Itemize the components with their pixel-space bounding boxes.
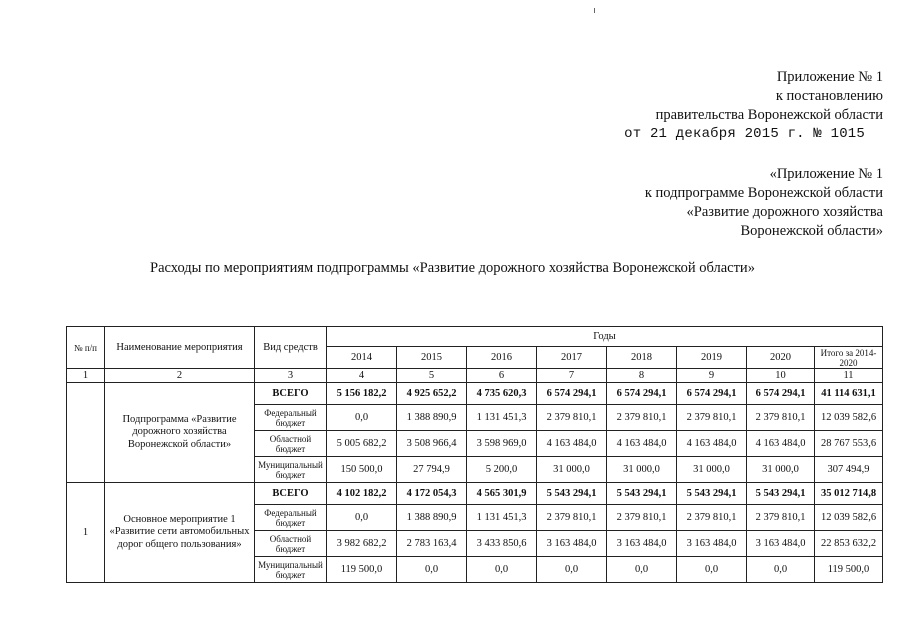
funding-type: Областной бюджет <box>255 431 327 457</box>
column-index: 9 <box>677 369 747 383</box>
col-header-num: № п/п <box>67 327 105 369</box>
column-index: 1 <box>67 369 105 383</box>
funding-type: Федеральный бюджет <box>255 505 327 531</box>
amount-cell: 31 000,0 <box>677 457 747 483</box>
amount-cell: 5 156 182,2 <box>327 383 397 405</box>
amount-cell: 6 574 294,1 <box>537 383 607 405</box>
amount-cell: 35 012 714,8 <box>815 483 883 505</box>
col-header-year: 2015 <box>397 347 467 369</box>
amount-cell: 2 783 163,4 <box>397 531 467 557</box>
column-index: 2 <box>105 369 255 383</box>
amount-cell: 5 543 294,1 <box>607 483 677 505</box>
amount-cell: 1 388 890,9 <box>397 505 467 531</box>
amount-cell: 2 379 810,1 <box>607 505 677 531</box>
amount-cell: 0,0 <box>607 557 677 583</box>
funding-type: Муниципальный бюджет <box>255 557 327 583</box>
amount-cell: 3 982 682,2 <box>327 531 397 557</box>
amount-cell: 0,0 <box>397 557 467 583</box>
amount-cell: 28 767 553,6 <box>815 431 883 457</box>
amount-cell: 2 379 810,1 <box>607 405 677 431</box>
amount-cell: 4 163 484,0 <box>537 431 607 457</box>
col-header-year: 2020 <box>747 347 815 369</box>
amount-cell: 6 574 294,1 <box>747 383 815 405</box>
funding-type: Федеральный бюджет <box>255 405 327 431</box>
amount-cell: 4 735 620,3 <box>467 383 537 405</box>
amount-cell: 6 574 294,1 <box>677 383 747 405</box>
column-index: 6 <box>467 369 537 383</box>
col-header-year: Итого за 2014-2020 <box>815 347 883 369</box>
amount-cell: 5 005 682,2 <box>327 431 397 457</box>
amount-cell: 4 565 301,9 <box>467 483 537 505</box>
amount-cell: 5 200,0 <box>467 457 537 483</box>
amount-cell: 3 598 969,0 <box>467 431 537 457</box>
row-number: 1 <box>67 483 105 583</box>
amount-cell: 119 500,0 <box>815 557 883 583</box>
appendix-line: к подпрограмме Воронежской области <box>644 185 883 201</box>
amount-cell: 4 172 054,3 <box>397 483 467 505</box>
amount-cell: 3 163 484,0 <box>677 531 747 557</box>
amount-cell: 2 379 810,1 <box>677 405 747 431</box>
amount-cell: 2 379 810,1 <box>747 505 815 531</box>
amount-cell: 307 494,9 <box>815 457 883 483</box>
scan-mark <box>594 8 595 13</box>
amount-cell: 6 574 294,1 <box>607 383 677 405</box>
amount-cell: 3 163 484,0 <box>607 531 677 557</box>
amount-cell: 4 163 484,0 <box>607 431 677 457</box>
amount-cell: 4 163 484,0 <box>677 431 747 457</box>
funding-type: Областной бюджет <box>255 531 327 557</box>
col-header-type: Вид средств <box>255 327 327 369</box>
amount-cell: 41 114 631,1 <box>815 383 883 405</box>
amount-cell: 0,0 <box>327 505 397 531</box>
amount-cell: 4 102 182,2 <box>327 483 397 505</box>
column-index: 11 <box>815 369 883 383</box>
amount-cell: 0,0 <box>537 557 607 583</box>
appendix-line: Воронежской области» <box>740 223 883 239</box>
amount-cell: 150 500,0 <box>327 457 397 483</box>
amount-cell: 5 543 294,1 <box>677 483 747 505</box>
col-header-year: 2019 <box>677 347 747 369</box>
appendix-line: «Приложение № 1 <box>769 166 883 182</box>
amount-cell: 31 000,0 <box>537 457 607 483</box>
col-header-years: Годы <box>327 327 883 347</box>
amount-cell: 3 508 966,4 <box>397 431 467 457</box>
column-index: 8 <box>607 369 677 383</box>
amount-cell: 12 039 582,6 <box>815 405 883 431</box>
amount-cell: 31 000,0 <box>607 457 677 483</box>
subprogram-appendix-header <box>645 165 883 241</box>
amount-cell: 0,0 <box>467 557 537 583</box>
amount-cell: 3 163 484,0 <box>537 531 607 557</box>
amount-cell: 27 794,9 <box>397 457 467 483</box>
amount-cell: 2 379 810,1 <box>677 505 747 531</box>
col-header-year: 2014 <box>327 347 397 369</box>
col-header-name: Наименование мероприятия <box>105 327 255 369</box>
column-index: 4 <box>327 369 397 383</box>
amount-cell: 12 039 582,6 <box>815 505 883 531</box>
amount-cell: 31 000,0 <box>747 457 815 483</box>
amount-cell: 119 500,0 <box>327 557 397 583</box>
funding-type: ВСЕГО <box>255 383 327 405</box>
column-index: 3 <box>255 369 327 383</box>
amount-cell: 0,0 <box>747 557 815 583</box>
amount-cell: 3 163 484,0 <box>747 531 815 557</box>
column-index: 7 <box>537 369 607 383</box>
amount-cell: 4 163 484,0 <box>747 431 815 457</box>
amount-cell: 1 131 451,3 <box>467 505 537 531</box>
document-title: Расходы по мероприятиям подпрограммы «Развитие дорожного хозяйства Воронежской области» <box>150 260 755 276</box>
amount-cell: 1 131 451,3 <box>467 405 537 431</box>
amount-cell: 2 379 810,1 <box>747 405 815 431</box>
amount-cell: 1 388 890,9 <box>397 405 467 431</box>
amount-cell: 2 379 810,1 <box>537 405 607 431</box>
col-header-year: 2016 <box>467 347 537 369</box>
funding-type: ВСЕГО <box>255 483 327 505</box>
measure-name: Подпрограмма «Развитие дорожного хозяйства Воронежской области» <box>105 383 255 483</box>
appendix-line: «Развитие дорожного хозяйства <box>686 204 883 220</box>
column-index: 5 <box>397 369 467 383</box>
appendix-line: правительства Воронежской области <box>655 107 883 123</box>
table-row <box>67 383 883 405</box>
amount-cell: 5 543 294,1 <box>747 483 815 505</box>
column-index: 10 <box>747 369 815 383</box>
appendix-header <box>624 68 883 144</box>
amount-cell: 3 433 850,6 <box>467 531 537 557</box>
col-header-year: 2017 <box>537 347 607 369</box>
amount-cell: 0,0 <box>327 405 397 431</box>
amount-cell: 5 543 294,1 <box>537 483 607 505</box>
appendix-line: Приложение № 1 <box>776 69 883 85</box>
amount-cell: 0,0 <box>677 557 747 583</box>
col-header-year: 2018 <box>607 347 677 369</box>
table-row <box>67 483 883 505</box>
expenses-table <box>66 326 883 583</box>
decree-date: от 21 декабря 2015 г. № 1015 <box>624 126 865 142</box>
appendix-line: к постановлению <box>775 88 883 104</box>
row-number <box>67 383 105 483</box>
funding-type: Муниципальный бюджет <box>255 457 327 483</box>
measure-name: Основное мероприятие 1 «Развитие сети автомобильных дорог общего пользования» <box>105 483 255 583</box>
amount-cell: 2 379 810,1 <box>537 505 607 531</box>
amount-cell: 22 853 632,2 <box>815 531 883 557</box>
amount-cell: 4 925 652,2 <box>397 383 467 405</box>
